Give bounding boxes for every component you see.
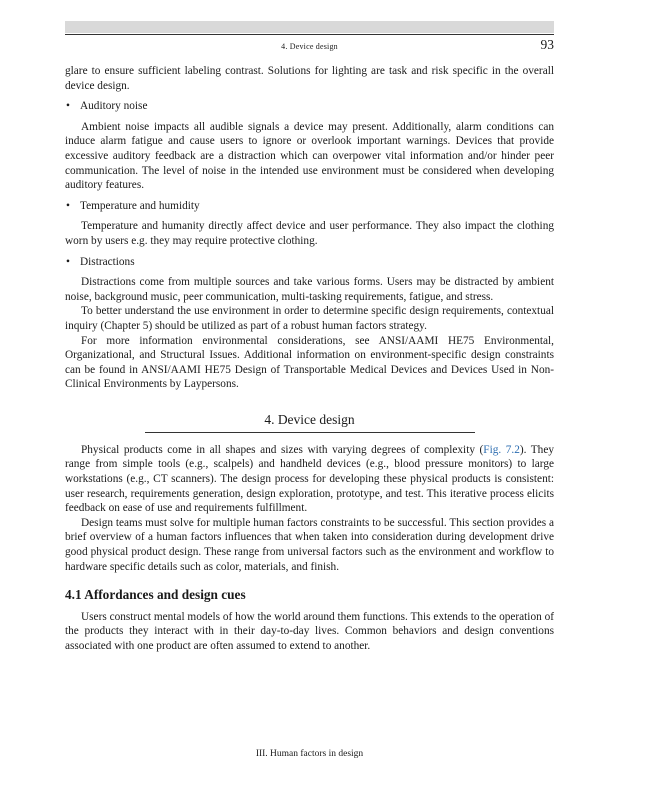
section-rule: [145, 432, 475, 433]
paragraph-auditory: Ambient noise impacts all audible signals a device may present. Additionally, alarm conditions can induce alarm fatigue and cause users to ignore or overlook important warnings. Devices that provide excessive auditory feedback are a distraction which can overpower vital information and/or hinder peer communication. The level of noise in the intended use environment must be considered when developing auditory features.: [65, 120, 554, 192]
bullet-icon: •: [66, 255, 70, 268]
bullet-temperature-humidity: [65, 199, 554, 214]
subsection-heading: 4.1 Affordances and design cues: [65, 587, 246, 603]
paragraph-design-teams: Design teams must solve for multiple human factors constraints to be successful. This section provides a brief overview of a human factors influences that when taken into consideration during development drive good physical product design. These range from universal factors such as the environment and workflow to hardware specific details such as color, materials, and finish.: [65, 516, 554, 573]
paragraph-distractions: Distractions come from multiple sources and take various forms. Users may be distracted by ambient noise, background music, peer communication, multi-tasking requirements, fatigue, and stress.: [65, 276, 554, 303]
figure-link[interactable]: Fig. 7.2: [483, 443, 520, 456]
bullet-icon: •: [66, 100, 70, 113]
bullet-label: Auditory noise: [80, 100, 148, 113]
running-title: 4. Device design: [281, 42, 338, 51]
text-before-link: Physical products come in all shapes and sizes with varying degrees of complexity (: [81, 443, 484, 456]
paragraph-glare: glare to ensure sufficient labeling contrast. Solutions for lighting are task and risk specific in the overall device design.: [65, 65, 554, 92]
section-heading: 4. Device design: [264, 411, 355, 427]
page-content: [65, 64, 554, 654]
bullet-distractions: [65, 255, 554, 270]
bullet-auditory-noise: [65, 99, 554, 114]
paragraph-physical-products: [65, 443, 554, 516]
paragraph-temperature: Temperature and humanity directly affect device and user performance. They also impact the clothing worn by users e.g. they may require protective clothing.: [65, 220, 554, 247]
header-rule: [65, 34, 554, 35]
paragraph-mental-models: Users construct mental models of how the world around them functions. This extends to the operation of the products they interact with in their day-to-day lives. Common behaviors and design conventions associated with one product are often assumed to extend to another.: [65, 610, 554, 652]
paragraph-understand: To better understand the use environment in order to determine specific design requirements, contextual inquiry (Chapter 5) should be utilized as part of a robust human factors strategy.: [65, 305, 554, 332]
page-number: 93: [540, 37, 554, 52]
running-head: [65, 37, 554, 56]
text-after-link: ). They range from simple tools (e.g., scalpels) and handheld devices (e.g., blood pressure monitors) to large workstations (e.g., CT scanners). The design process for developing these physical products is consistent: user research, requirements generation, design exploration, prototype, and test. This iterative process elicits feedback on ease of use and requirements fulfillment.: [65, 443, 554, 515]
bullet-label: Temperature and humidity: [80, 199, 200, 212]
bullet-label: Distractions: [80, 255, 135, 268]
bullet-icon: •: [66, 199, 70, 212]
header-bar: [65, 21, 554, 33]
page-footer: III. Human factors in design: [255, 749, 364, 759]
paragraph-more-info: For more information environmental considerations, see ANSI/AAMI HE75 Environmental, Organizational, and Structural Issues. Additional information on environment-specific design constraints can be found in ANSI/AAMI HE75 Design of Transportable Medical Devices and Devices Used in Non-Clinical Environments by Laypersons.: [65, 334, 554, 391]
